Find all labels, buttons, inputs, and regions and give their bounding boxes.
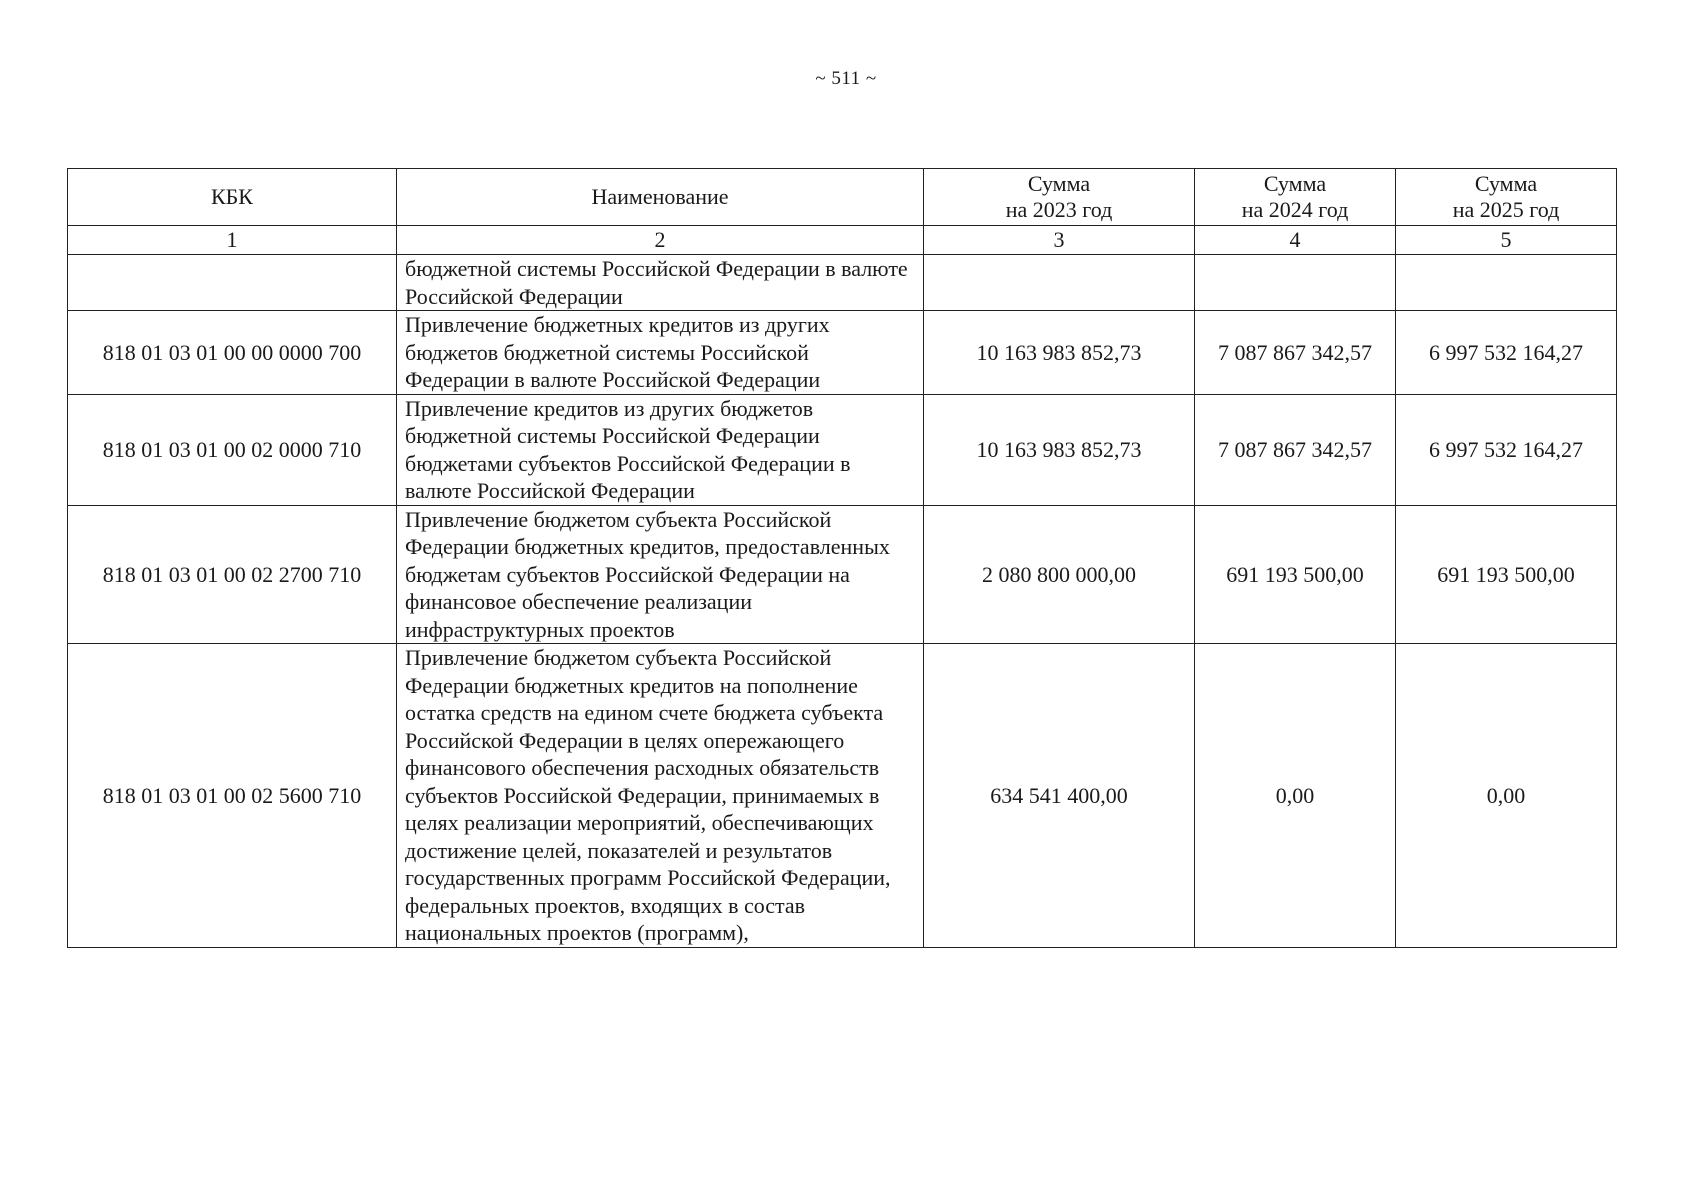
column-number: 1 xyxy=(68,226,397,255)
header-sum-2025 xyxy=(1396,169,1617,226)
row-code: 818 01 03 01 00 02 0000 710 xyxy=(68,394,397,505)
row-name: бюджетной системы Российской Федерации в валюте Российской Федерации xyxy=(397,255,924,311)
column-number-row xyxy=(68,226,1617,255)
row-sum-2025 xyxy=(1396,255,1617,311)
row-name: Привлечение кредитов из других бюджетов бюджетной системы Российской Федерации бюджетами субъектов Российской Федерации в валюте Российской Федерации xyxy=(397,394,924,505)
header-sum-2023 xyxy=(924,169,1195,226)
header-sum-2025-line1: Сумма xyxy=(1474,171,1538,196)
row-name: Привлечение бюджетных кредитов из других бюджетов бюджетной системы Российской Федерации в валюте Российской Федерации xyxy=(397,311,924,395)
header-sum-2023-line1: Сумма xyxy=(1027,171,1091,196)
column-number: 3 xyxy=(924,226,1195,255)
table-row xyxy=(68,255,1617,311)
row-sum-2024: 7 087 867 342,57 xyxy=(1195,394,1396,505)
row-sum-2023: 634 541 400,00 xyxy=(924,644,1195,948)
row-sum-2025: 6 997 532 164,27 xyxy=(1396,394,1617,505)
row-sum-2025: 691 193 500,00 xyxy=(1396,505,1617,644)
page-number: ~ 511 ~ xyxy=(815,68,877,89)
row-code xyxy=(68,255,397,311)
table-row xyxy=(68,394,1617,505)
row-sum-2024: 7 087 867 342,57 xyxy=(1195,311,1396,395)
header-sum-2024-line1: Сумма xyxy=(1263,171,1327,196)
header-row xyxy=(68,169,1617,226)
row-name: Привлечение бюджетом субъекта Российской Федерации бюджетных кредитов на пополнение остатка средств на едином счете бюджета субъекта Российской Федерации в целях опережающего финансового обеспечения расходных обязательств субъектов Российской Федерации, принимаемых в целях реализации мероприятий, обеспечивающих достижение целей, показателей и результатов государственных программ Российской Федерации, федеральных проектов, входящих в состав национальных проектов (программ), xyxy=(397,644,924,948)
row-code: 818 01 03 01 00 02 5600 710 xyxy=(68,644,397,948)
table-row xyxy=(68,505,1617,644)
header-sum-2024 xyxy=(1195,169,1396,226)
column-number: 4 xyxy=(1195,226,1396,255)
table-row xyxy=(68,311,1617,395)
budget-table xyxy=(67,168,1617,948)
row-sum-2023: 10 163 983 852,73 xyxy=(924,311,1195,395)
row-sum-2023: 10 163 983 852,73 xyxy=(924,394,1195,505)
row-sum-2025: 0,00 xyxy=(1396,644,1617,948)
row-sum-2024: 0,00 xyxy=(1195,644,1396,948)
column-number: 5 xyxy=(1396,226,1617,255)
header-sum-2023-line2: на 2023 год xyxy=(1005,197,1113,222)
header-sum-2024-line2: на 2024 год xyxy=(1241,197,1349,222)
row-sum-2024 xyxy=(1195,255,1396,311)
row-sum-2024: 691 193 500,00 xyxy=(1195,505,1396,644)
row-sum-2023: 2 080 800 000,00 xyxy=(924,505,1195,644)
row-name: Привлечение бюджетом субъекта Российской Федерации бюджетных кредитов, предоставленных бюджетам субъектов Российской Федерации на финансовое обеспечение реализации инфраструктурных проектов xyxy=(397,505,924,644)
row-sum-2025: 6 997 532 164,27 xyxy=(1396,311,1617,395)
table-row xyxy=(68,644,1617,948)
column-number: 2 xyxy=(397,226,924,255)
row-sum-2023 xyxy=(924,255,1195,311)
row-code: 818 01 03 01 00 00 0000 700 xyxy=(68,311,397,395)
header-sum-2025-line2: на 2025 год xyxy=(1452,197,1560,222)
header-code: КБК xyxy=(68,169,397,226)
row-code: 818 01 03 01 00 02 2700 710 xyxy=(68,505,397,644)
header-name: Наименование xyxy=(397,169,924,226)
